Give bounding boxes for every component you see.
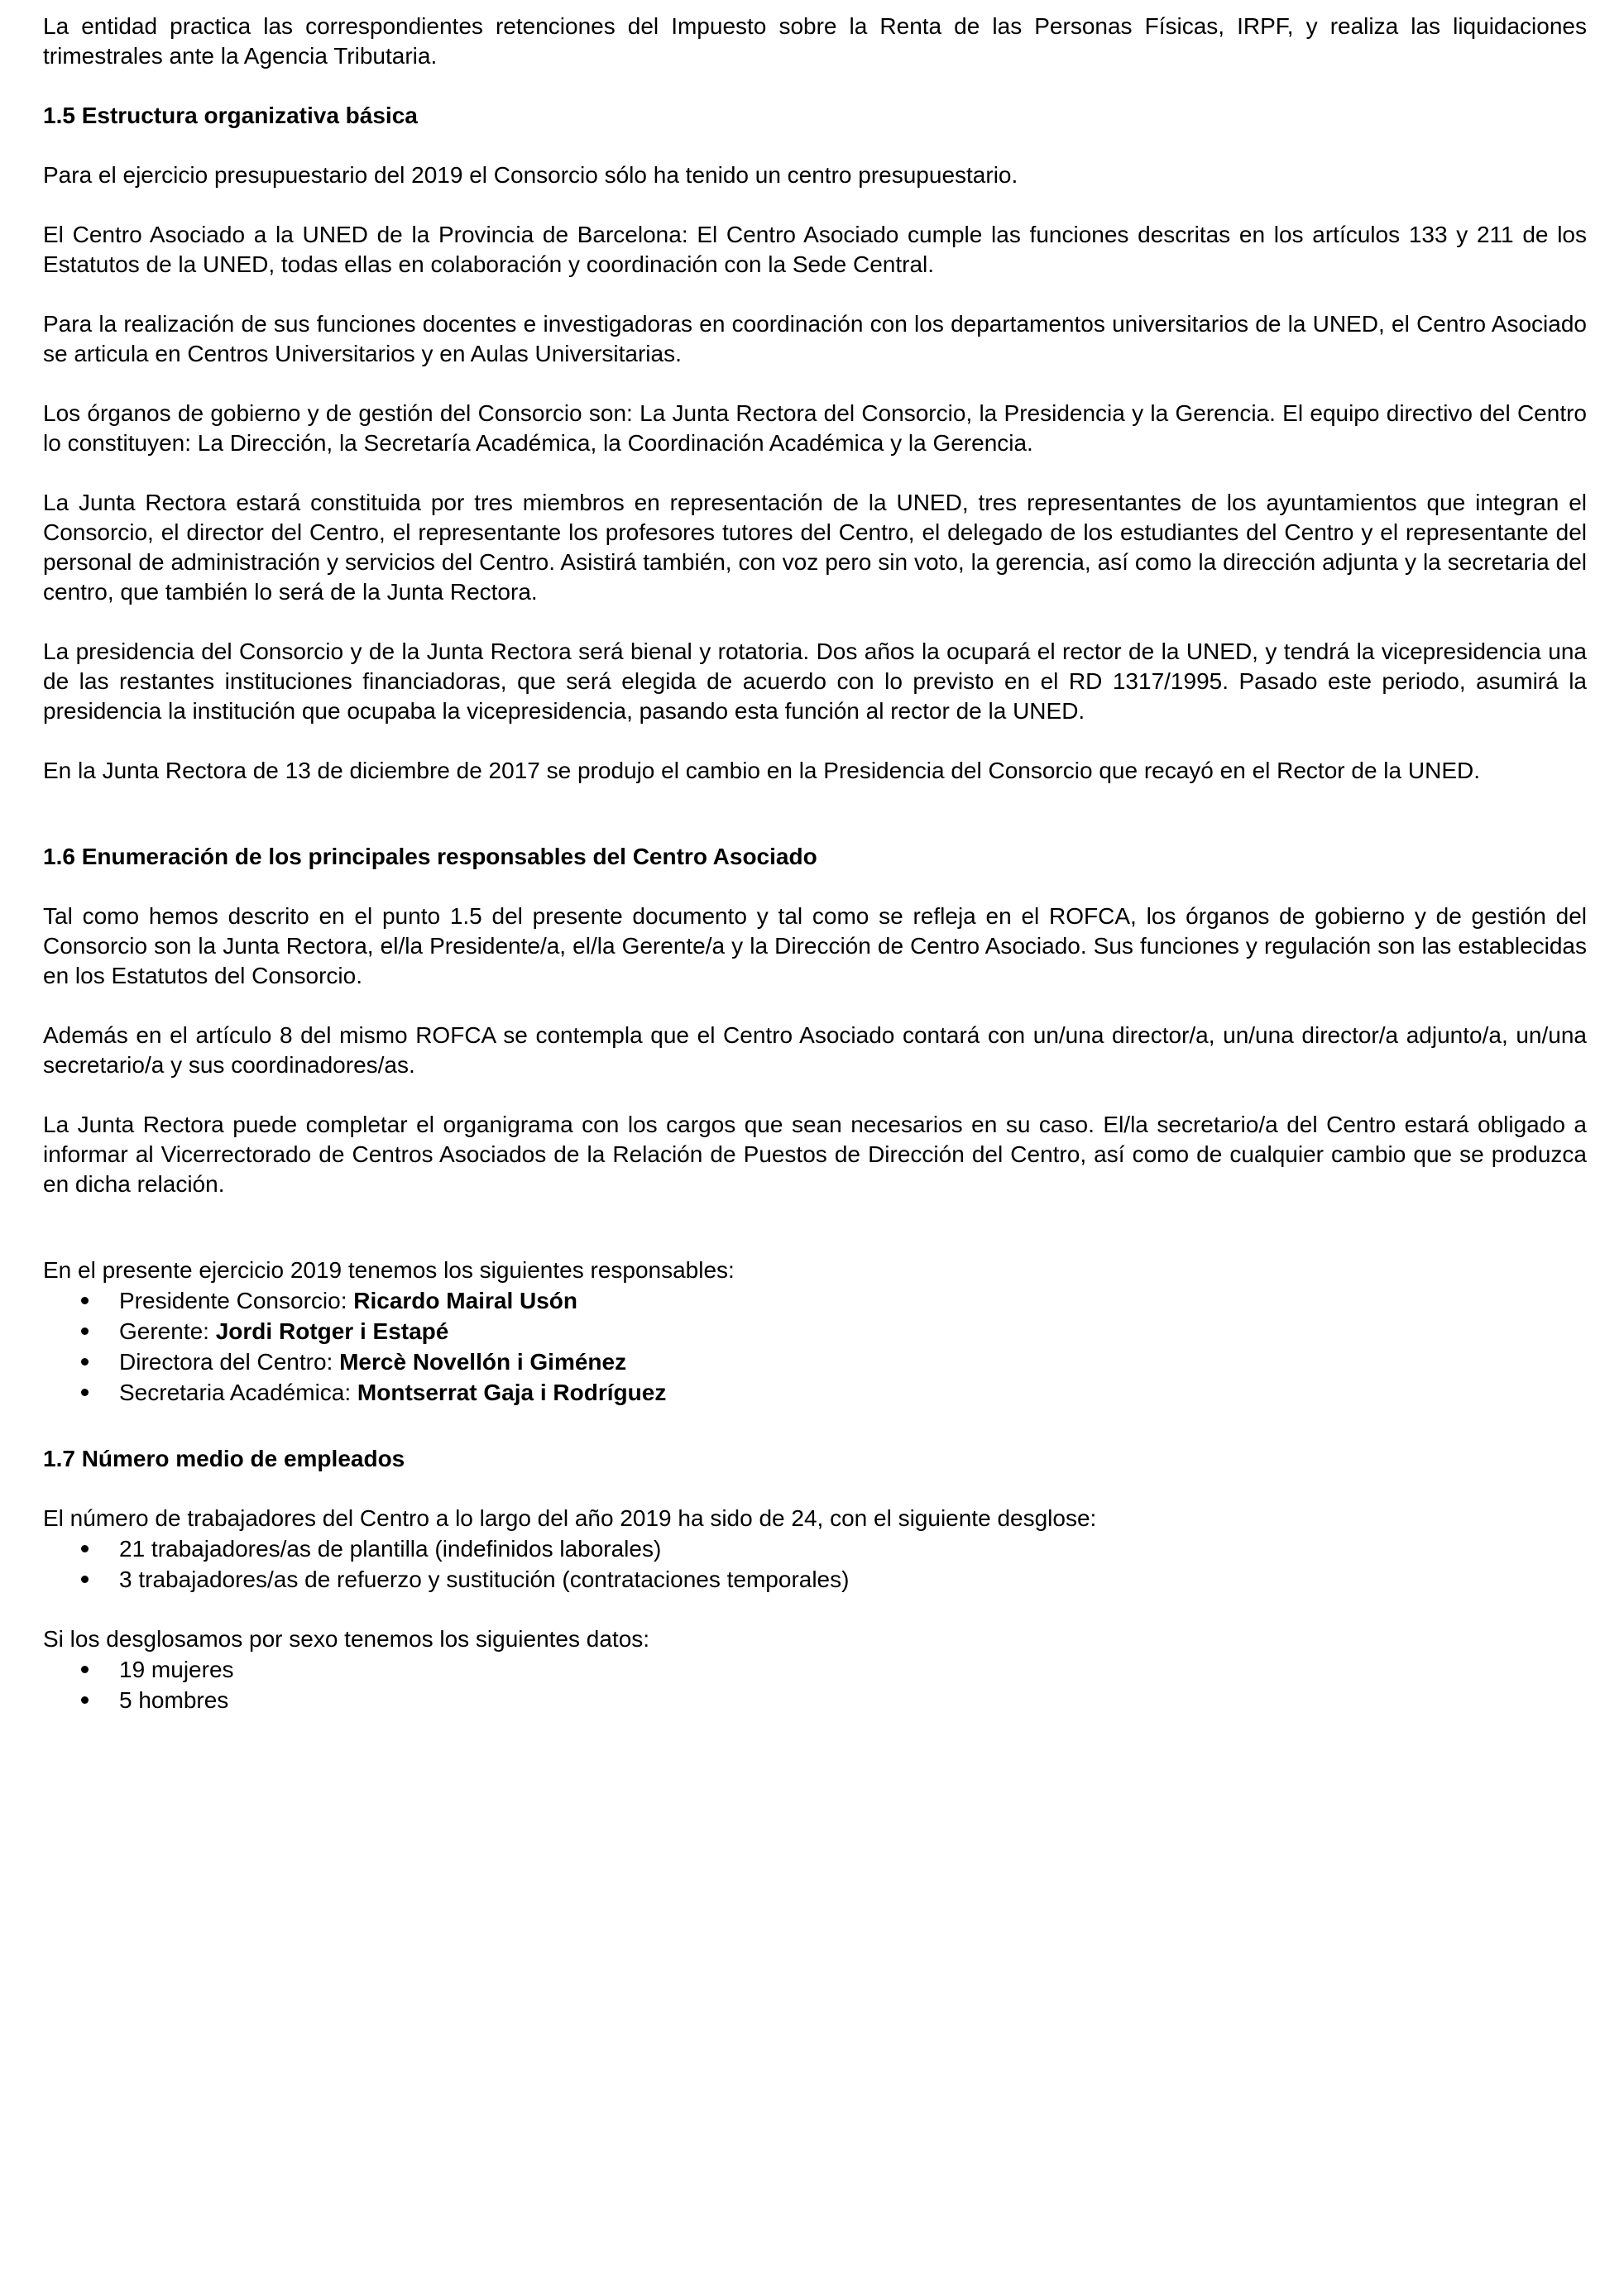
paragraph: La presidencia del Consorcio y de la Junta Rectora será bienal y rotatoria. Dos años la ocupará el rector de la UNED, y tendrá la vicepresidencia una de las restantes instituciones financiadoras, que será elegida de acuerdo con lo previsto en el RD 1317/1995. Pasado este periodo, asumirá la presidencia la institución que ocupaba la vicepresidencia, pasando esta función al rector de la UNED. <box>43 639 1587 724</box>
section-1-5-heading: 1.5 Estructura organizativa básica <box>43 103 418 128</box>
intro-paragraph: La entidad practica las correspondientes retenciones del Impuesto sobre la Renta de las Personas Físicas, IRPF, y realiza las liquidaciones trimestrales ante la Agencia Tributaria. <box>43 13 1587 69</box>
paragraph: Para la realización de sus funciones docentes e investigadoras en coordinación con los departamentos universitarios de la UNED, el Centro Asociado se articula en Centros Universitarios y en Aulas Universitarias. <box>43 311 1587 366</box>
list-item: 3 trabajadores/as de refuerzo y sustitución (contrataciones temporales) <box>43 1564 1587 1595</box>
bullet-icon <box>81 1666 89 1673</box>
bullet-icon <box>81 1389 89 1396</box>
bullet-icon <box>81 1327 89 1335</box>
paragraph: En la Junta Rectora de 13 de diciembre de 2017 se produjo el cambio en la Presidencia del Consorcio que recayó en el Rector de la UNED. <box>43 758 1480 783</box>
paragraph: La Junta Rectora puede completar el organigrama con los cargos que sean necesarios en su caso. El/la secretario/a del Centro estará obligado a informar al Vicerrectorado de Centros Asociados de la Relación de Puestos de Dirección del Centro, así como de cualquier cambio que se produzca en dicha relación. <box>43 1112 1587 1197</box>
paragraph: Los órganos de gobierno y de gestión del Consorcio son: La Junta Rectora del Consorcio, la Presidencia y la Gerencia. El equipo directivo del Centro lo constituyen: La Dirección, la Secretaría Académica, la Coordinación Académica y la Gerencia. <box>43 400 1587 456</box>
trabajadores-list <box>43 1533 1587 1595</box>
list-item: Secretaria Académica: Montserrat Gaja i Rodríguez <box>43 1377 1587 1408</box>
paragraph: La Junta Rectora estará constituida por tres miembros en representación de la UNED, tres representantes de los ayuntamientos que integran el Consorcio, el director del Centro, el representante los profesores tutores del Centro, el delegado de los estudiantes del Centro y el representante del personal de administración y servicios del Centro. Asistirá también, con voz pero sin voto, la gerencia, así como la dirección adjunta y la secretaria del centro, que también lo será de la Junta Rectora. <box>43 490 1587 605</box>
section-1-7-heading: 1.7 Número medio de empleados <box>43 1446 405 1471</box>
bullet-icon <box>81 1576 89 1583</box>
bullet-icon <box>81 1297 89 1304</box>
list-item: 5 hombres <box>43 1685 1587 1715</box>
paragraph: El Centro Asociado a la UNED de la Provincia de Barcelona: El Centro Asociado cumple las funciones descritas en los artículos 133 y 211 de los Estatutos de la UNED, todas ellas en colaboración y coordinación con la Sede Central. <box>43 222 1587 277</box>
list-item: Presidente Consorcio: Ricardo Mairal Usón <box>43 1285 1587 1316</box>
paragraph: Además en el artículo 8 del mismo ROFCA se contempla que el Centro Asociado contará con un/una director/a, un/una director/a adjunto/a, un/una secretario/a y sus coordinadores/as. <box>43 1022 1587 1078</box>
bullet-icon <box>81 1545 89 1552</box>
list-item: 21 trabajadores/as de plantilla (indefinidos laborales) <box>43 1533 1587 1564</box>
paragraph: Tal como hemos descrito en el punto 1.5 del presente documento y tal como se refleja en el ROFCA, los órganos de gobierno y de gestión del Consorcio son la Junta Rectora, el/la Presidente/a, el/la Gerente/a y la Dirección de Centro Asociado. Sus funciones y regulación son las establecidas en los Estatutos del Consorcio. <box>43 903 1587 988</box>
trabajadores-intro: El número de trabajadores del Centro a lo largo del año 2019 ha sido de 24, con el siguiente desglose: <box>43 1505 1097 1531</box>
list-item: Gerente: Jordi Rotger i Estapé <box>43 1316 1587 1347</box>
section-1-6-heading: 1.6 Enumeración de los principales responsables del Centro Asociado <box>43 844 817 869</box>
responsables-intro: En el presente ejercicio 2019 tenemos los siguientes responsables: <box>43 1257 735 1283</box>
responsables-list <box>43 1285 1587 1408</box>
document-page <box>43 12 1587 1715</box>
bullet-icon <box>81 1696 89 1704</box>
paragraph: Para el ejercicio presupuestario del 2019 el Consorcio sólo ha tenido un centro presupuestario. <box>43 162 1018 188</box>
bullet-icon <box>81 1358 89 1366</box>
sexo-intro: Si los desglosamos por sexo tenemos los siguientes datos: <box>43 1626 650 1652</box>
list-item: Directora del Centro: Mercè Novellón i Giménez <box>43 1347 1587 1377</box>
sexo-list <box>43 1654 1587 1715</box>
list-item: 19 mujeres <box>43 1654 1587 1685</box>
